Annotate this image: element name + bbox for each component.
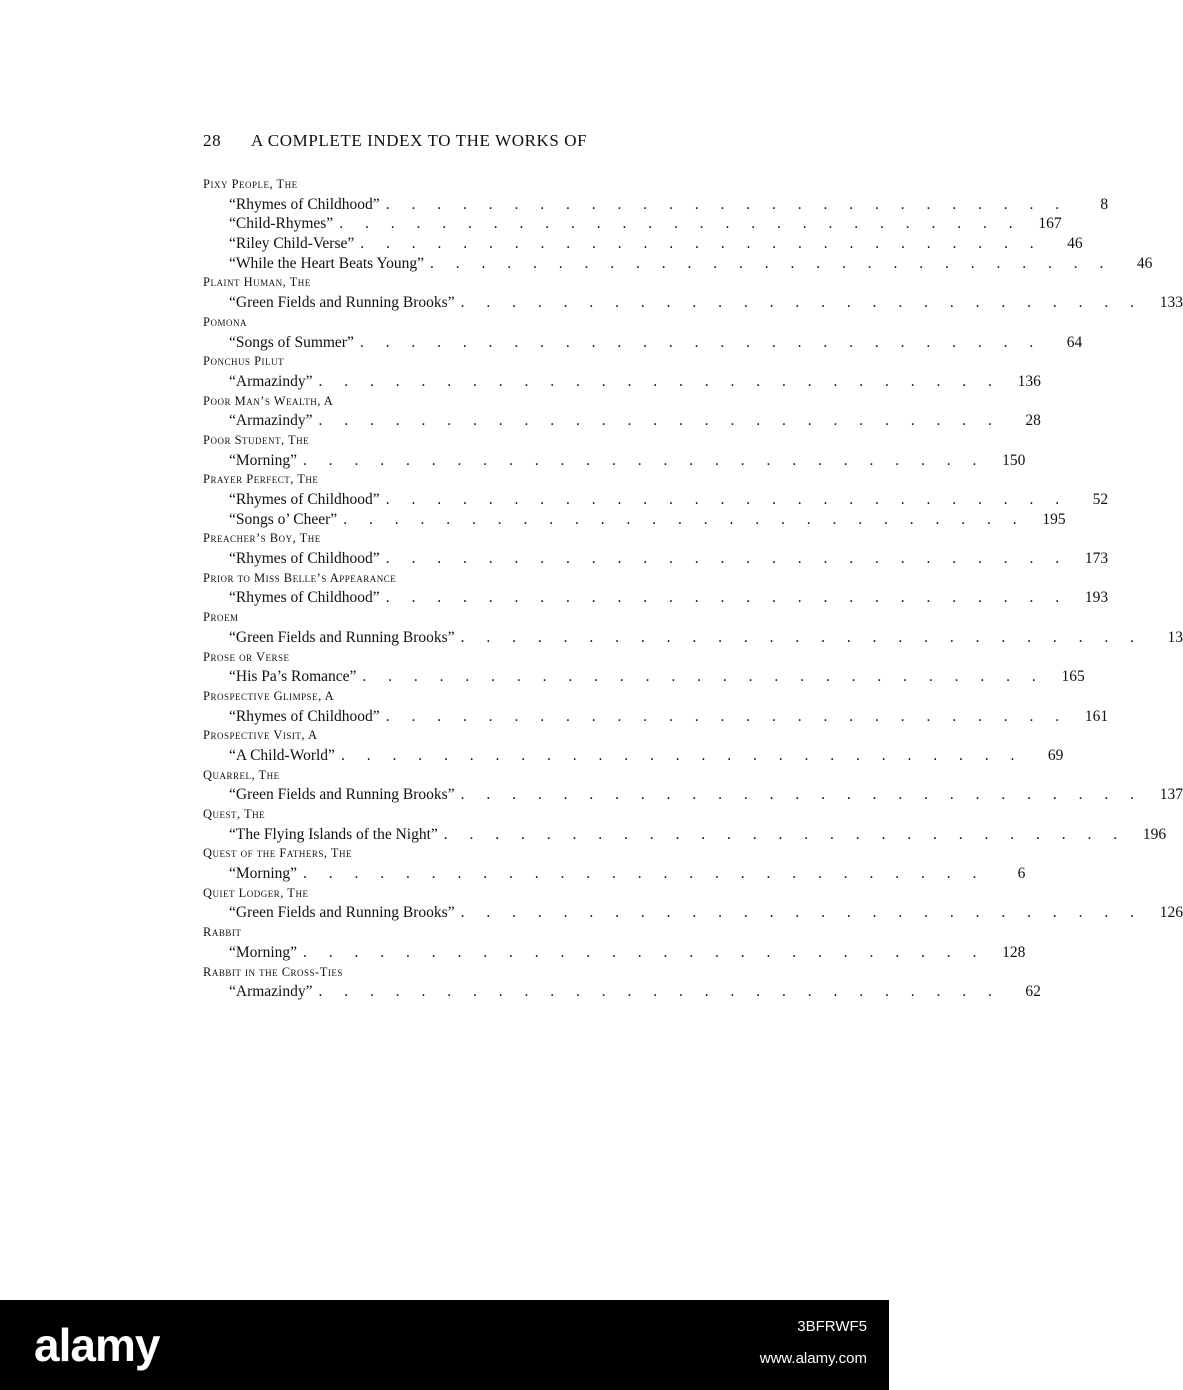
- index-entry-title: Rabbit: [203, 925, 242, 940]
- dot-leader: . . . . . . . . . . . . . . . . . . . . . . . . . . .: [303, 451, 986, 469]
- reference-source: “Armazindy”: [229, 983, 313, 1001]
- dot-leader: . . . . . . . . . . . . . . . . . . . . . . . . . . .: [385, 195, 1069, 213]
- index-entry-title: Preacher’s Boy, The: [203, 531, 321, 546]
- index-entry-title: Poor Man’s Wealth, A: [203, 393, 334, 408]
- index-reference-row: [203, 490, 1109, 510]
- reference-source: “Green Fields and Running Brooks”: [229, 904, 455, 922]
- index-reference-row: [203, 254, 1153, 274]
- index-entry-title: Pixy People, The: [203, 177, 298, 191]
- reference-page: 128: [1002, 943, 1026, 961]
- dot-leader: . . . . . . . . . . . . . . . . . . . . . . . . . . .: [362, 668, 1045, 686]
- index-entry-title: Plaint Human, The: [203, 275, 311, 290]
- reference-page: 165: [1061, 668, 1085, 686]
- reference-source: “While the Heart Beats Young”: [229, 254, 424, 272]
- index-reference-row: [203, 333, 1083, 353]
- reference-source: “Rhymes of Childhood”: [229, 491, 380, 508]
- index-entry-title: Poor Student, The: [203, 432, 310, 447]
- reference-source: “Armazindy”: [229, 372, 313, 390]
- index-reference-row: [203, 746, 1064, 766]
- dot-leader: . . . . . . . . . . . . . . . . . . . . . . . . . . .: [359, 333, 1043, 351]
- running-title: A COMPLETE INDEX TO THE WORKS OF: [251, 131, 588, 150]
- dot-leader: . . . . . . . . . . . . . . . . . . . . . . . . . . .: [460, 294, 1143, 312]
- page-number: 28: [203, 131, 222, 150]
- image-id: 3BFRWF5: [797, 1318, 867, 1335]
- running-header: [203, 131, 683, 151]
- dot-leader: . . . . . . . . . . . . . . . . . . . . . . . . . . .: [460, 628, 1143, 646]
- index-entry-title: Proem: [203, 610, 239, 625]
- reference-source: “Morning”: [229, 451, 298, 469]
- reference-source: “Green Fields and Running Brooks”: [229, 786, 455, 804]
- index-reference-row: [203, 667, 1085, 687]
- reference-source: “Riley Child-Verse”: [229, 235, 355, 253]
- reference-page: 196: [1142, 825, 1167, 843]
- index-reference-row: [203, 510, 1066, 530]
- reference-page: 161: [1084, 707, 1109, 725]
- reference-page: 167: [1038, 215, 1062, 233]
- dot-leader: . . . . . . . . . . . . . . . . . . . . . . . . . . .: [460, 904, 1143, 922]
- reference-page: 173: [1084, 550, 1109, 568]
- reference-source: “Green Fields and Running Brooks”: [229, 628, 455, 646]
- index-reference-row: [203, 785, 1183, 805]
- index-entry-title: Pomona: [203, 314, 247, 329]
- index-entry-title: Ponchus Pilut: [203, 354, 285, 369]
- index-reference-row: [203, 451, 1026, 471]
- dot-leader: . . . . . . . . . . . . . . . . . . . . . . . . . . .: [318, 412, 1001, 430]
- reference-source: “The Flying Islands of the Night”: [229, 825, 438, 843]
- dot-leader: . . . . . . . . . . . . . . . . . . . . . . . . . . .: [360, 235, 1043, 253]
- reference-page: 52: [1092, 491, 1109, 508]
- reference-page: 6: [1017, 865, 1026, 883]
- index-reference-row: [203, 825, 1167, 845]
- reference-source: “Armazindy”: [229, 412, 313, 430]
- reference-source: “Green Fields and Running Brooks”: [229, 294, 455, 312]
- reference-page: 133: [1159, 294, 1183, 312]
- index-reference-row: [203, 903, 1183, 923]
- reference-source: “Morning”: [229, 865, 298, 883]
- stock-url: www.alamy.com: [759, 1350, 867, 1367]
- index-reference-row: [203, 411, 1041, 431]
- index-reference-row: [203, 214, 1062, 234]
- dot-leader: . . . . . . . . . . . . . . . . . . . . . . . . . . .: [460, 786, 1143, 804]
- stock-logo: alamy: [34, 1319, 160, 1371]
- dot-leader: . . . . . . . . . . . . . . . . . . . . . . . . . . .: [339, 215, 1022, 233]
- reference-page: 126: [1159, 904, 1183, 922]
- reference-page: 8: [1100, 195, 1109, 213]
- reference-page: 195: [1042, 510, 1066, 528]
- index-entry-title: Quest of the Fathers, The: [203, 846, 353, 861]
- reference-page: 64: [1066, 333, 1083, 351]
- index-reference-row: [203, 707, 1109, 727]
- index-list: [203, 175, 1183, 1002]
- index-reference-row: [203, 234, 1083, 254]
- reference-page: 13: [1167, 628, 1183, 646]
- index-reference-row: [203, 293, 1183, 313]
- index-reference-row: [203, 864, 1026, 884]
- dot-leader: . . . . . . . . . . . . . . . . . . . . . . . . . . .: [303, 865, 986, 883]
- index-entry-title: Prospective Glimpse, A: [203, 688, 335, 703]
- reference-source: “Songs o’ Cheer”: [229, 510, 338, 528]
- reference-source: “Songs of Summer”: [229, 333, 354, 351]
- dot-leader: . . . . . . . . . . . . . . . . . . . . . . . . . . .: [430, 254, 1113, 272]
- dot-leader: . . . . . . . . . . . . . . . . . . . . . . . . . . .: [343, 510, 1026, 528]
- dot-leader: . . . . . . . . . . . . . . . . . . . . . . . . . . .: [340, 746, 1024, 764]
- reference-page: 137: [1159, 786, 1183, 804]
- reference-page: 150: [1002, 451, 1026, 469]
- index-entry-title: Prayer Perfect, The: [203, 472, 319, 487]
- index-entry-title: Quest, The: [203, 807, 266, 821]
- reference-source: “Rhymes of Childhood”: [229, 707, 380, 725]
- reference-page: 46: [1067, 235, 1083, 253]
- reference-source: “Morning”: [229, 943, 298, 961]
- stock-footer-banner: [0, 1300, 889, 1390]
- index-reference-row: [203, 195, 1109, 215]
- index-entry-title: Prose or Verse: [203, 649, 290, 664]
- index-entry-title: Quarrel, The: [203, 767, 280, 782]
- dot-leader: . . . . . . . . . . . . . . . . . . . . . . . . . . .: [385, 589, 1069, 607]
- dot-leader: . . . . . . . . . . . . . . . . . . . . . . . . . . .: [443, 825, 1127, 843]
- reference-source: “Child-Rhymes”: [229, 215, 334, 233]
- reference-source: “A Child-World”: [229, 746, 335, 764]
- dot-leader: . . . . . . . . . . . . . . . . . . . . . . . . . . .: [318, 983, 1001, 1001]
- reference-page: 69: [1047, 746, 1064, 764]
- reference-source: “His Pa’s Romance”: [229, 668, 357, 686]
- index-reference-row: [203, 982, 1041, 1002]
- index-reference-row: [203, 549, 1109, 569]
- index-reference-row: [203, 943, 1026, 963]
- reference-source: “Rhymes of Childhood”: [229, 589, 380, 607]
- dot-leader: . . . . . . . . . . . . . . . . . . . . . . . . . . .: [385, 491, 1069, 508]
- reference-page: 193: [1084, 589, 1109, 607]
- reference-page: 28: [1025, 412, 1041, 430]
- index-entry-title: Rabbit in the Cross-Ties: [203, 964, 343, 979]
- dot-leader: . . . . . . . . . . . . . . . . . . . . . . . . . . .: [303, 943, 986, 961]
- index-entry-title: Prospective Visit, A: [203, 728, 318, 743]
- reference-page: 46: [1136, 254, 1153, 272]
- index-entry-title: Quiet Lodger, The: [203, 885, 309, 900]
- index-reference-row: [203, 588, 1109, 608]
- reference-source: “Rhymes of Childhood”: [229, 195, 380, 213]
- reference-page: 136: [1017, 372, 1041, 390]
- index-reference-row: [203, 372, 1041, 392]
- dot-leader: . . . . . . . . . . . . . . . . . . . . . . . . . . .: [385, 550, 1069, 568]
- dot-leader: . . . . . . . . . . . . . . . . . . . . . . . . . . .: [318, 372, 1001, 390]
- index-reference-row: [203, 628, 1183, 648]
- dot-leader: . . . . . . . . . . . . . . . . . . . . . . . . . . .: [385, 707, 1069, 725]
- reference-page: 62: [1025, 983, 1041, 1001]
- reference-source: “Rhymes of Childhood”: [229, 550, 380, 568]
- index-entry-title: Prior to Miss Belle’s Appearance: [203, 570, 397, 585]
